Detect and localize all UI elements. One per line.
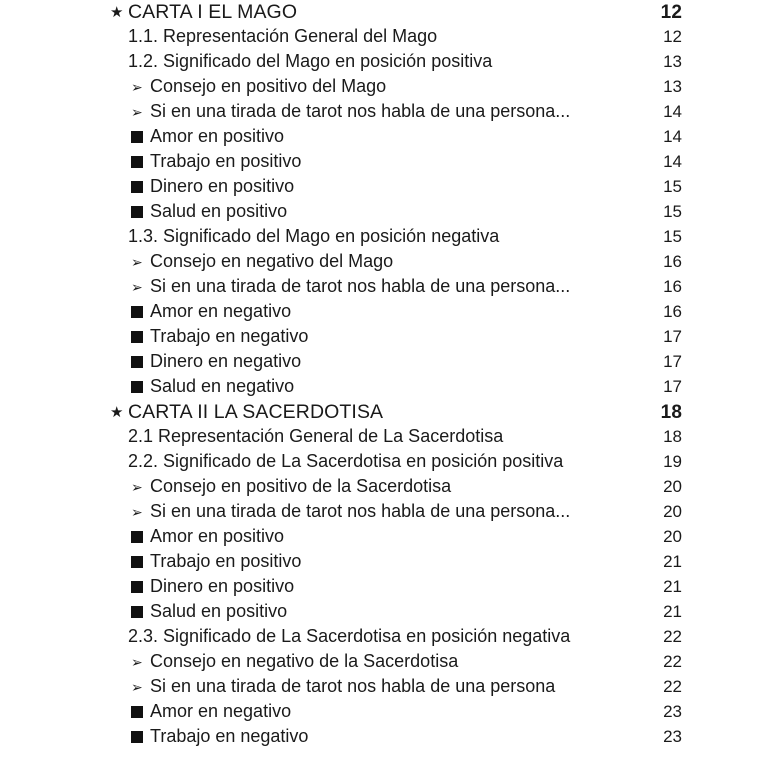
toc-entry-page-number: 13 <box>663 77 682 96</box>
toc-entry[interactable] <box>0 401 782 426</box>
toc-entry-label: Dinero en positivo <box>150 576 295 596</box>
toc-entry-label: Amor en positivo <box>150 526 285 546</box>
square-glyph <box>131 356 143 368</box>
toc-entry-page-number: 20 <box>663 502 682 521</box>
star-glyph: ★ <box>110 4 124 21</box>
toc-entry[interactable] <box>0 176 782 201</box>
toc-entry-page-number: 21 <box>663 602 682 621</box>
toc-entry-page-number: 22 <box>663 652 682 671</box>
square-glyph <box>131 381 143 393</box>
toc-entry-page-number: 21 <box>663 577 682 596</box>
toc-entry-page-number: 16 <box>663 302 682 321</box>
toc-entry-page-number: 15 <box>663 177 682 196</box>
arrow-glyph: ➢ <box>131 79 143 95</box>
toc-entry-label: Trabajo en positivo <box>150 151 302 171</box>
toc-entry[interactable] <box>0 276 782 301</box>
arrow-glyph: ➢ <box>131 479 143 495</box>
toc-entry[interactable] <box>0 501 782 526</box>
toc-entry-label: Consejo en positivo de la Sacerdotisa <box>150 476 452 496</box>
star-glyph: ★ <box>110 404 124 421</box>
toc-entry-label: Consejo en negativo del Mago <box>150 251 394 271</box>
toc-entry-page-number: 22 <box>663 627 682 646</box>
toc-entry[interactable] <box>0 476 782 501</box>
toc-entry[interactable] <box>0 1 782 26</box>
toc-entry[interactable] <box>0 601 782 626</box>
toc-entry-label: Dinero en negativo <box>150 351 302 371</box>
toc-entry[interactable] <box>0 126 782 151</box>
toc-entry-page-number: 12 <box>660 2 682 23</box>
toc-entry-label: CARTA II LA SACERDOTISA <box>128 401 384 423</box>
arrow-bullet-icon <box>131 105 150 119</box>
toc-entry-label: Si en una tirada de tarot nos habla de una persona <box>150 676 556 696</box>
toc-entry-page-number: 17 <box>663 377 682 396</box>
toc-entry-page-number: 23 <box>663 727 682 746</box>
toc-entry-label: Amor en negativo <box>150 301 292 321</box>
square-bullet-icon <box>131 355 150 367</box>
square-bullet-icon <box>131 730 150 742</box>
toc-entry-label: Consejo en negativo de la Sacerdotisa <box>150 651 459 671</box>
square-glyph <box>131 531 143 543</box>
star-icon <box>110 406 128 421</box>
toc-entry-page-number: 14 <box>663 102 682 121</box>
toc-entry[interactable] <box>0 76 782 101</box>
arrow-glyph: ➢ <box>131 104 143 120</box>
toc-entry[interactable] <box>0 551 782 576</box>
toc-entry[interactable] <box>0 701 782 726</box>
square-bullet-icon <box>131 380 150 392</box>
arrow-bullet-icon <box>131 680 150 694</box>
star-icon <box>110 6 128 21</box>
toc-entry-page-number: 18 <box>663 427 682 446</box>
toc-entry[interactable] <box>0 26 782 51</box>
arrow-bullet-icon <box>131 80 150 94</box>
toc-entry-label: 1.3. Significado del Mago en posición negativa <box>128 226 500 246</box>
toc-entry[interactable] <box>0 376 782 401</box>
square-bullet-icon <box>131 180 150 192</box>
toc-entry[interactable] <box>0 226 782 251</box>
arrow-bullet-icon <box>131 505 150 519</box>
square-bullet-icon <box>131 580 150 592</box>
square-bullet-icon <box>131 530 150 542</box>
toc-entry-page-number: 12 <box>663 27 682 46</box>
square-bullet-icon <box>131 205 150 217</box>
toc-entry[interactable] <box>0 51 782 76</box>
toc-entry-label: 2.3. Significado de La Sacerdotisa en posición negativa <box>128 626 571 646</box>
toc-entry-page-number: 20 <box>663 477 682 496</box>
square-glyph <box>131 306 143 318</box>
toc-entry[interactable] <box>0 451 782 476</box>
toc-entry[interactable] <box>0 576 782 601</box>
toc-entry-label: CARTA I EL MAGO <box>128 1 298 23</box>
toc-entry[interactable] <box>0 726 782 751</box>
toc-entry[interactable] <box>0 251 782 276</box>
toc-entry-label: 1.2. Significado del Mago en posición positiva <box>128 51 493 71</box>
toc-entry-page-number: 21 <box>663 552 682 571</box>
toc-entry-page-number: 22 <box>663 677 682 696</box>
toc-entry-label: Trabajo en negativo <box>150 726 309 746</box>
square-bullet-icon <box>131 705 150 717</box>
square-bullet-icon <box>131 155 150 167</box>
square-glyph <box>131 606 143 618</box>
square-glyph <box>131 206 143 218</box>
toc-entry[interactable] <box>0 151 782 176</box>
toc-entry-label: Si en una tirada de tarot nos habla de una persona... <box>150 101 571 121</box>
toc-entry-page-number: 14 <box>663 152 682 171</box>
toc-entry[interactable] <box>0 676 782 701</box>
toc-entry-label: Dinero en positivo <box>150 176 295 196</box>
arrow-bullet-icon <box>131 480 150 494</box>
toc-entry-label: Salud en positivo <box>150 601 288 621</box>
toc-entry-label: Amor en negativo <box>150 701 292 721</box>
arrow-glyph: ➢ <box>131 654 143 670</box>
toc-entry-label: 1.1. Representación General del Mago <box>128 26 438 46</box>
square-glyph <box>131 156 143 168</box>
toc-entry-label: Si en una tirada de tarot nos habla de una persona... <box>150 501 571 521</box>
toc-entry[interactable] <box>0 351 782 376</box>
toc-entry-page-number: 15 <box>663 202 682 221</box>
toc-entry-label: Si en una tirada de tarot nos habla de una persona... <box>150 276 571 296</box>
toc-entry[interactable] <box>0 626 782 651</box>
toc-entry[interactable] <box>0 526 782 551</box>
square-glyph <box>131 131 143 143</box>
arrow-glyph: ➢ <box>131 679 143 695</box>
arrow-glyph: ➢ <box>131 254 143 270</box>
toc-entry-label: 2.2. Significado de La Sacerdotisa en posición positiva <box>128 451 564 471</box>
toc-entry[interactable] <box>0 101 782 126</box>
toc-entry-page-number: 16 <box>663 252 682 271</box>
toc-entry-page-number: 16 <box>663 277 682 296</box>
square-glyph <box>131 181 143 193</box>
toc-entry-page-number: 17 <box>663 327 682 346</box>
toc-entry-label: 2.1 Representación General de La Sacerdotisa <box>128 426 504 446</box>
square-bullet-icon <box>131 130 150 142</box>
toc-entry-label: Trabajo en negativo <box>150 326 309 346</box>
toc-entry-label: Salud en negativo <box>150 376 295 396</box>
toc-entry[interactable] <box>0 326 782 351</box>
toc-entry-label: Consejo en positivo del Mago <box>150 76 387 96</box>
toc-entry-label: Amor en positivo <box>150 126 285 146</box>
arrow-glyph: ➢ <box>131 279 143 295</box>
toc-entry-page-number: 20 <box>663 527 682 546</box>
toc-entry-page-number: 18 <box>660 402 682 423</box>
toc-entry-label: Trabajo en positivo <box>150 551 302 571</box>
square-glyph <box>131 581 143 593</box>
square-bullet-icon <box>131 605 150 617</box>
square-bullet-icon <box>131 305 150 317</box>
toc-entry[interactable] <box>0 651 782 676</box>
square-glyph <box>131 706 143 718</box>
toc-entry-page-number: 19 <box>663 452 682 471</box>
arrow-bullet-icon <box>131 255 150 269</box>
square-glyph <box>131 556 143 568</box>
toc-entry-page-number: 17 <box>663 352 682 371</box>
toc-entry-page-number: 15 <box>663 227 682 246</box>
square-bullet-icon <box>131 555 150 567</box>
arrow-bullet-icon <box>131 280 150 294</box>
square-glyph <box>131 331 143 343</box>
toc-entry[interactable] <box>0 426 782 451</box>
toc-entry[interactable] <box>0 301 782 326</box>
toc-entry-page-number: 14 <box>663 127 682 146</box>
toc-entry[interactable] <box>0 201 782 226</box>
toc-entry-label: Salud en positivo <box>150 201 288 221</box>
square-bullet-icon <box>131 330 150 342</box>
toc-entry-page-number: 13 <box>663 52 682 71</box>
arrow-bullet-icon <box>131 655 150 669</box>
toc-entry-page-number: 23 <box>663 702 682 721</box>
square-glyph <box>131 731 143 743</box>
arrow-glyph: ➢ <box>131 504 143 520</box>
